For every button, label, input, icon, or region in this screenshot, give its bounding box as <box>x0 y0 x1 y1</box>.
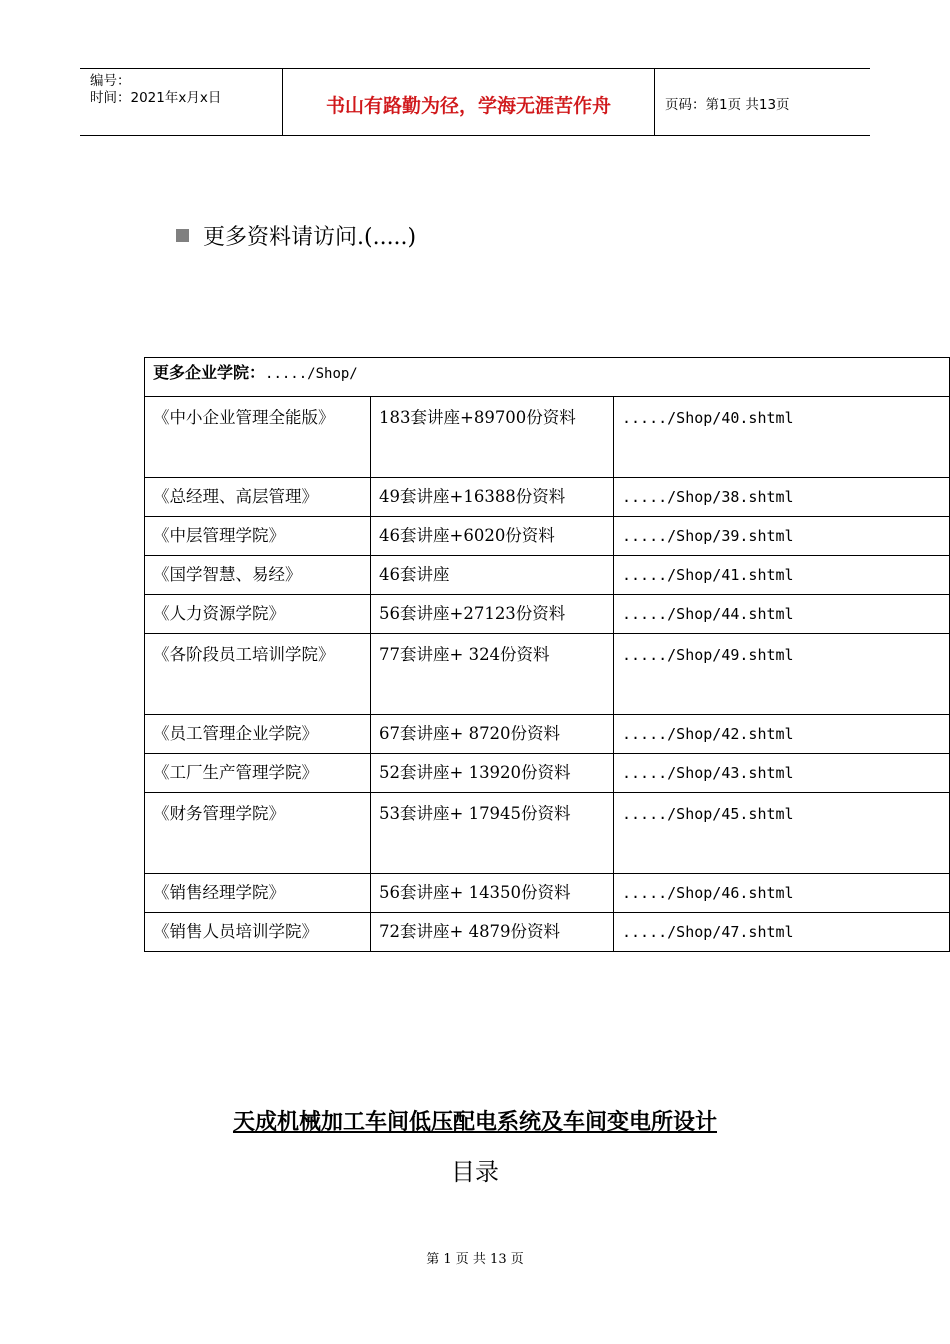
course-url[interactable]: ...../Shop/43.shtml <box>614 754 950 793</box>
page-footer: 第 1 页 共 13 页 <box>426 1252 524 1267</box>
table-row <box>145 634 950 715</box>
course-content: 46套讲座 <box>371 556 614 595</box>
course-url[interactable]: ...../Shop/39.shtml <box>614 517 950 556</box>
table-row <box>145 397 950 478</box>
course-name: 《销售经理学院》 <box>145 874 371 913</box>
table-row <box>145 793 950 874</box>
course-name: 《国学智慧、易经》 <box>145 556 371 595</box>
visit-text[interactable]: 更多资料请访问.(.....) <box>203 225 417 250</box>
toc-heading: 目录 <box>451 1158 499 1186</box>
visit-line <box>176 220 416 251</box>
table-row <box>145 715 950 754</box>
course-url[interactable]: ...../Shop/46.shtml <box>614 874 950 913</box>
table-heading-url[interactable]: ...../Shop/ <box>265 366 358 382</box>
course-content: 72套讲座+ 4879份资料 <box>371 913 614 952</box>
course-url[interactable]: ...../Shop/41.shtml <box>614 556 950 595</box>
table-heading-label: 更多企业学院： <box>153 363 266 382</box>
table-row <box>145 595 950 634</box>
header-page-info: 页码：第1页 共13页 <box>665 97 790 113</box>
course-content: 183套讲座+89700份资料 <box>371 397 614 478</box>
course-content: 46套讲座+6020份资料 <box>371 517 614 556</box>
table-row <box>145 556 950 595</box>
table-row <box>145 478 950 517</box>
resource-table <box>144 357 950 952</box>
course-name: 《销售人员培训学院》 <box>145 913 371 952</box>
header-meta <box>80 69 282 135</box>
course-name: 《总经理、高层管理》 <box>145 478 371 517</box>
header-motto: 书山有路勤为径，学海无涯苦作舟 <box>282 69 655 135</box>
course-name: 《中层管理学院》 <box>145 517 371 556</box>
course-content: 77套讲座+ 324份资料 <box>371 634 614 715</box>
table-heading-cell <box>145 358 950 397</box>
table-row <box>145 517 950 556</box>
number-label: 编号： <box>90 73 131 89</box>
course-name: 《人力资源学院》 <box>145 595 371 634</box>
course-content: 49套讲座+16388份资料 <box>371 478 614 517</box>
course-content: 56套讲座+27123份资料 <box>371 595 614 634</box>
course-url[interactable]: ...../Shop/49.shtml <box>614 634 950 715</box>
course-name: 《工厂生产管理学院》 <box>145 754 371 793</box>
course-content: 53套讲座+ 17945份资料 <box>371 793 614 874</box>
table-heading-row <box>145 358 950 397</box>
square-bullet-icon <box>176 229 189 242</box>
course-name: 《中小企业管理全能版》 <box>145 397 371 478</box>
document-title: 天成机械加工车间低压配电系统及车间变电所设计 <box>232 1109 717 1135</box>
course-name: 《财务管理学院》 <box>145 793 371 874</box>
course-url[interactable]: ...../Shop/40.shtml <box>614 397 950 478</box>
course-url[interactable]: ...../Shop/38.shtml <box>614 478 950 517</box>
course-url[interactable]: ...../Shop/42.shtml <box>614 715 950 754</box>
course-url[interactable]: ...../Shop/45.shtml <box>614 793 950 874</box>
course-url[interactable]: ...../Shop/47.shtml <box>614 913 950 952</box>
table-row <box>145 874 950 913</box>
table-row <box>145 913 950 952</box>
course-name: 《员工管理企业学院》 <box>145 715 371 754</box>
time-label: 时间：2021年x月x日 <box>90 90 222 106</box>
course-name: 《各阶段员工培训学院》 <box>145 634 371 715</box>
page-header <box>80 68 870 136</box>
course-content: 56套讲座+ 14350份资料 <box>371 874 614 913</box>
table-row <box>145 754 950 793</box>
course-url[interactable]: ...../Shop/44.shtml <box>614 595 950 634</box>
course-content: 52套讲座+ 13920份资料 <box>371 754 614 793</box>
course-content: 67套讲座+ 8720份资料 <box>371 715 614 754</box>
